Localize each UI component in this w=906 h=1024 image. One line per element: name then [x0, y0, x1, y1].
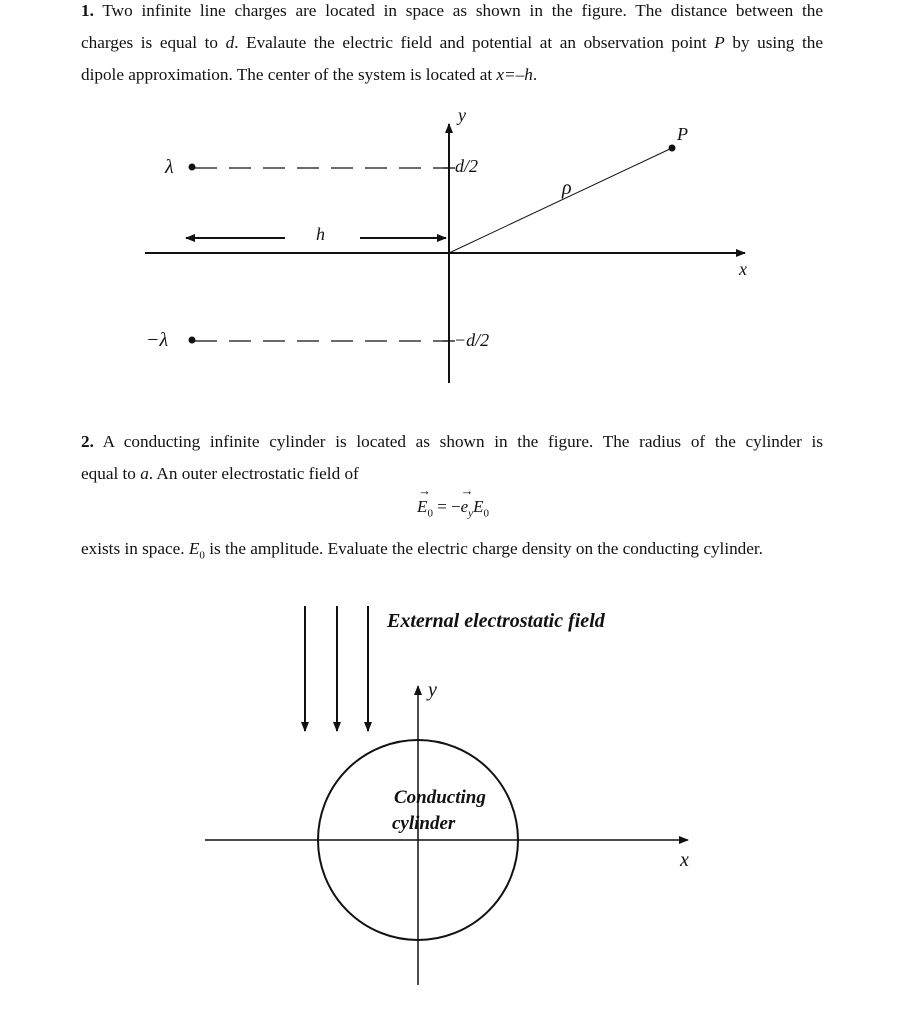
field-equation: → $E_0$ = − → $e_yE_0$: [417, 483, 489, 520]
problem-2-line-2: equal to a. An outer electrostatic field of: [81, 464, 359, 483]
field-label: External electrostatic field: [387, 610, 605, 632]
bottom-tick-label: −d/2: [454, 330, 490, 350]
problem-1-number: 1.: [81, 1, 94, 20]
figure-1-x-label: x: [739, 259, 747, 279]
problem-1-line-1: 1. Two infinite line charges are located in space as shown in the figure. The distance between the: [81, 1, 823, 20]
problem-1-line-3: dipole approximation. The center of the system is located at x=–h.: [81, 65, 538, 84]
charge-positive-label: λ: [165, 156, 174, 178]
figure-2-x-label: x: [680, 849, 689, 871]
problem-1-line-2: charges is equal to d. Evalaute the electric field and potential at an observation point P by using the: [81, 33, 823, 52]
cylinder-label-1: Conducting: [394, 787, 486, 808]
figure-2-y-label: y: [428, 679, 437, 701]
h-label: h: [316, 224, 325, 244]
figure-1-y-label: y: [458, 105, 466, 125]
point-p-label: P: [677, 124, 688, 144]
cylinder-label-2: cylinder: [392, 813, 456, 834]
rho-label: ρ: [562, 177, 572, 199]
charge-negative-label: −λ: [146, 329, 169, 351]
problem-2-line-3: exists in space. $E_0$ is the amplitude. Evaluate the electric charge density on the conducting cylinder.: [81, 539, 763, 562]
top-tick-label: d/2: [455, 156, 479, 176]
problem-2-number: 2.: [81, 432, 94, 451]
problem-2-line-1: 2. A conducting infinite cylinder is located as shown in the figure. The radius of the cylinder is: [81, 432, 823, 451]
